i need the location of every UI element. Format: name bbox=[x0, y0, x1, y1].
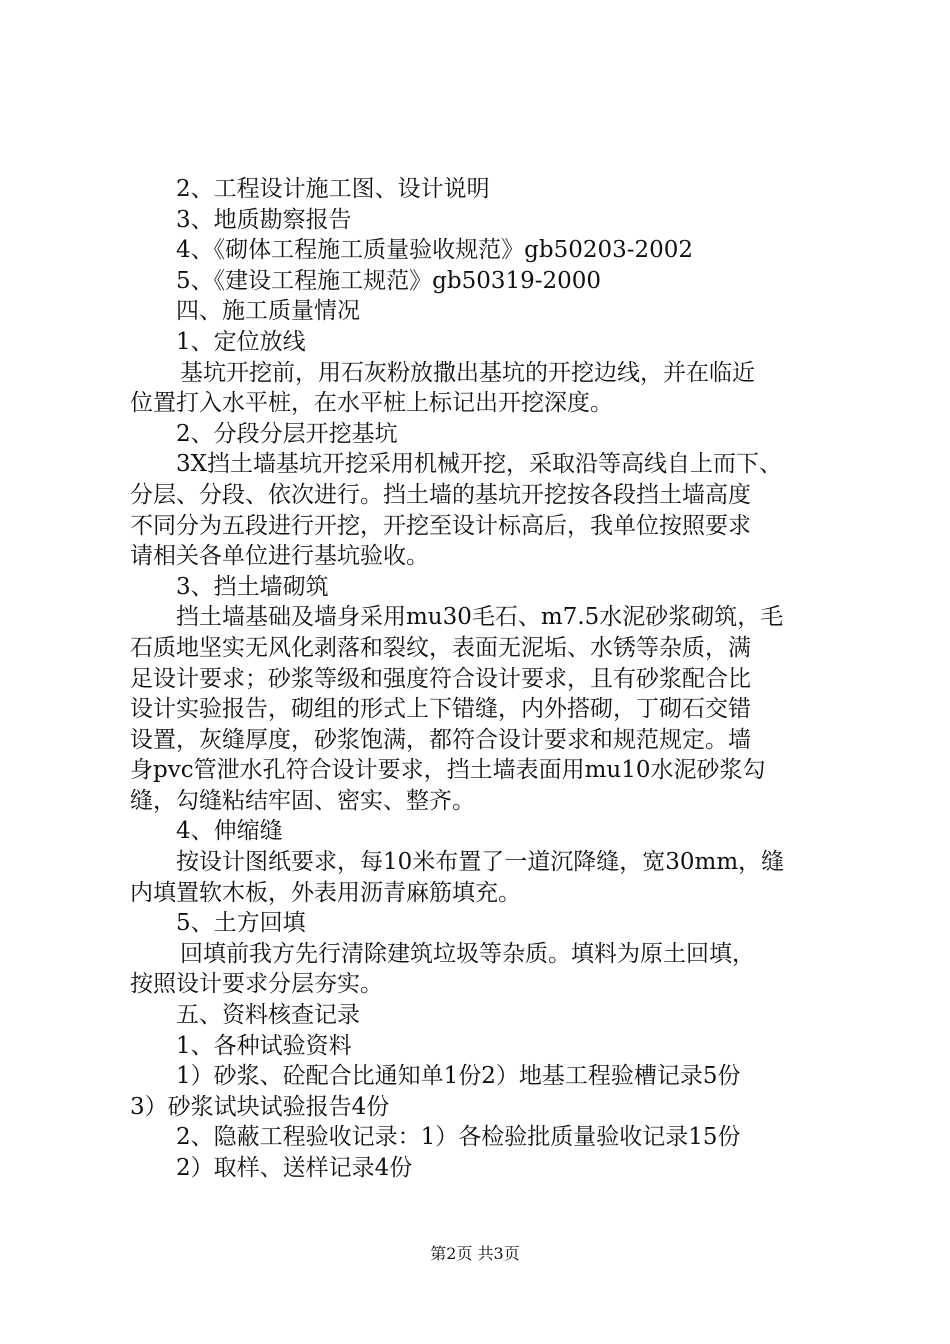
text-line: 按照设计要求分层夯实。 bbox=[130, 971, 383, 998]
text-line: 设置，灰缝厚度，砂浆饱满，都符合设计要求和规范规定。墙 bbox=[130, 726, 751, 753]
text-line: 2、分段分层开挖基坑 bbox=[176, 420, 398, 447]
text-line: 四、施工质量情况 bbox=[176, 298, 360, 325]
text-line: 石质地坚实无风化剥落和裂纹，表面无泥垢、水锈等杂质，满 bbox=[130, 634, 751, 661]
text-line: 请相关各单位进行基坑验收。 bbox=[130, 543, 429, 570]
text-line: 按设计图纸要求，每10米布置了一道沉降缝，宽30mm，缝 bbox=[176, 849, 785, 876]
text-line: 3、挡土墙砌筑 bbox=[176, 573, 329, 600]
text-line: 内填置软木板，外表用沥青麻筋填充。 bbox=[130, 879, 521, 906]
text-line: 1、各种试验资料 bbox=[176, 1032, 352, 1059]
text-line: 身pvc管泄水孔符合设计要求，挡土墙表面用mu10水泥砂浆勾 bbox=[130, 757, 766, 784]
text-line: 2）取样、送样记录4份 bbox=[176, 1155, 413, 1181]
text-line: 位置打入水平桩，在水平桩上标记出开挖深度。 bbox=[130, 390, 613, 417]
page-footer: 第2页 共3页 bbox=[430, 1244, 520, 1263]
text-line: 2、工程设计施工图、设计说明 bbox=[176, 176, 490, 202]
text-line: 分层、分段、依次进行。挡土墙的基坑开挖按各段挡土墙高度 bbox=[130, 481, 751, 508]
text-line: 2、隐蔽工程验收记录：1）各检验批质量验收记录15份 bbox=[176, 1124, 741, 1151]
text-line: 挡土墙基础及墙身采用mu30毛石、m7.5水泥砂浆砌筑，毛 bbox=[176, 604, 784, 631]
text-line: 5、《建设工程施工规范》gb50319-2000 bbox=[176, 267, 602, 294]
text-line: 1、定位放线 bbox=[176, 328, 306, 355]
text-line: 设计实验报告，砌组的形式上下错缝，内外搭砌，丁砌石交错 bbox=[130, 696, 751, 723]
text-line: 3）砂浆试块试验报告4份 bbox=[130, 1093, 390, 1120]
text-line: 4、《砌体工程施工质量验收规范》gb50203-2002 bbox=[176, 237, 694, 264]
text-line: 五、资料核查记录 bbox=[176, 1002, 360, 1029]
text-line: 3X挡土墙基坑开挖采用机械开挖，采取沿等高线自上而下、 bbox=[176, 451, 783, 478]
text-line: 5、土方回填 bbox=[176, 910, 306, 937]
text-line: 缝，勾缝粘结牢固、密实、整齐。 bbox=[130, 787, 475, 814]
text-line: 足设计要求；砂浆等级和强度符合设计要求，且有砂浆配合比 bbox=[130, 665, 751, 692]
text-line: 回填前我方先行清除建筑垃圾等杂质。填料为原土回填， bbox=[180, 940, 755, 967]
document-body bbox=[130, 174, 830, 1184]
text-line: 3、地质勘察报告 bbox=[176, 206, 352, 233]
text-line: 基坑开挖前，用石灰粉放撒出基坑的开挖边线，并在临近 bbox=[180, 359, 755, 386]
text-line: 1）砂浆、砼配合比通知单1份2）地基工程验槽记录5份 bbox=[176, 1063, 741, 1090]
text-line: 4、伸缩缝 bbox=[176, 818, 283, 845]
text-line: 不同分为五段进行开挖，开挖至设计标高后，我单位按照要求 bbox=[130, 512, 751, 539]
